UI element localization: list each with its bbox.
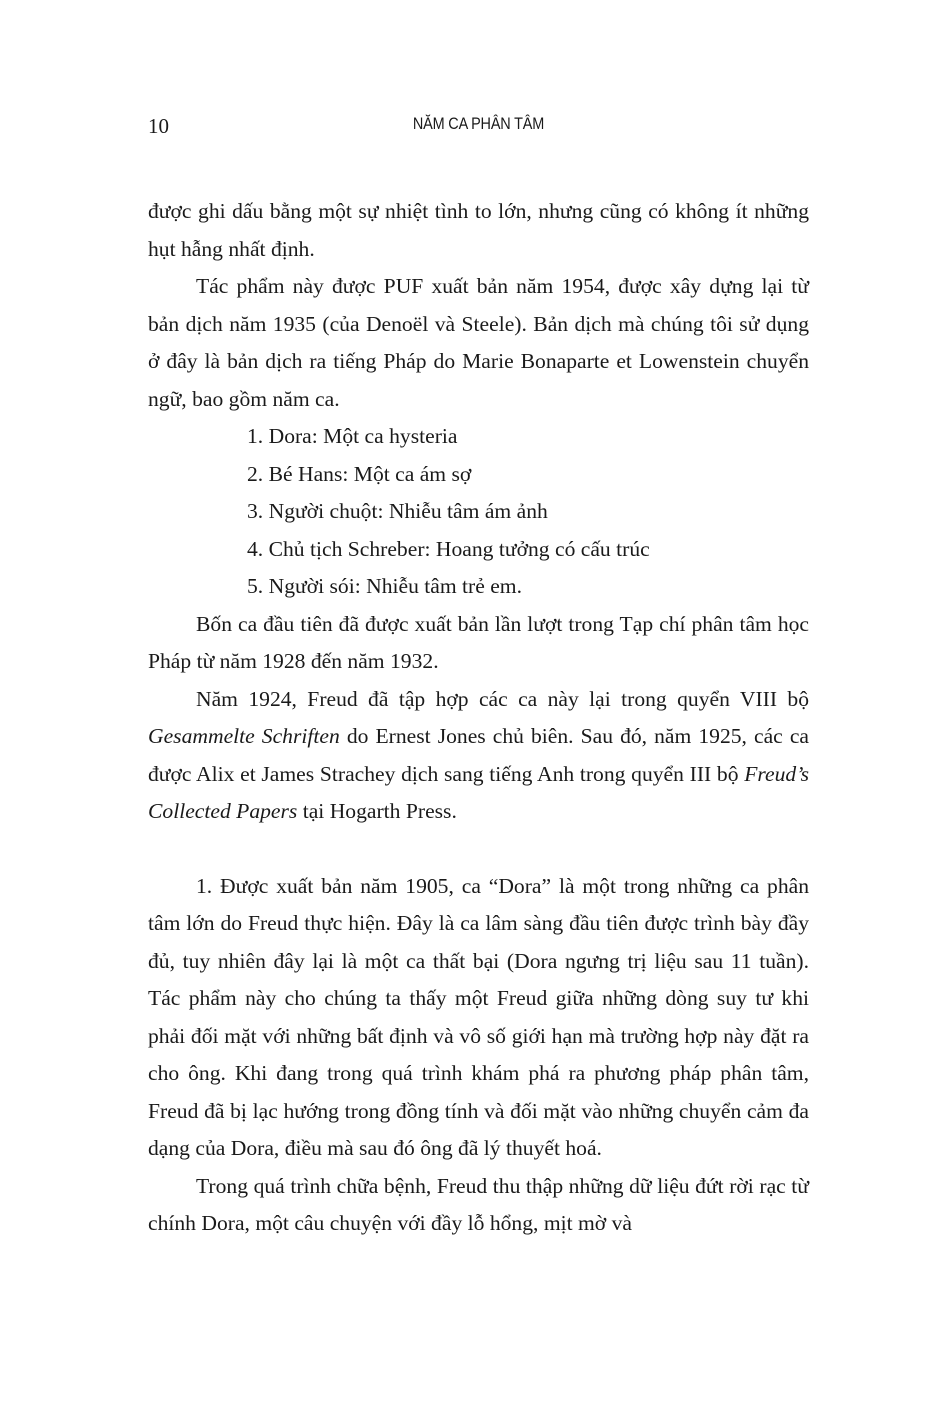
title-gesammelte-schriften: Gesammelte Schriften [148,724,340,748]
paragraph-publication: Bốn ca đầu tiên đã được xuất bản lần lượt trong Tạp chí phân tâm học Pháp từ năm 1928 đến năm 1932. [148,611,809,673]
body-text [148,193,809,1243]
text-run: Năm 1924, Freud đã tập hợp các ca này lại trong quyển VIII bộ [196,686,809,711]
section-gap [148,831,809,868]
case-list-item: 4. Chủ tịch Schreber: Hoang tưởng có cấu trúc [247,536,650,561]
paragraph-dora-treatment: Trong quá trình chữa bệnh, Freud thu thập những dữ liệu đứt rời rạc từ chính Dora, một câu chuyện với đầy lỗ hổng, mịt mờ và [148,1173,809,1235]
paragraph-collected-works [148,681,809,831]
paragraph-continuation: được ghi dấu bằng một sự nhiệt tình to lớn, nhưng cũng có không ít những hụt hẫng nhất định. [148,199,809,261]
case-list-item: 3. Người chuột: Nhiễu tâm ám ảnh [247,499,548,523]
case-list-item: 2. Bé Hans: Một ca ám sợ [247,461,472,486]
title-collected-papers: Freud’s Collected Papers [148,761,809,823]
case-list-item: 1. Dora: Một ca hysteria [247,424,458,448]
case-list-item: 5. Người sói: Nhiễu tâm trẻ em. [247,574,523,598]
paragraph-edition: Tác phẩm này được PUF xuất bản năm 1954, được xây dựng lại từ bản dịch năm 1935 (của Denoël và Steele). Bản dịch mà chúng tôi sử dụng ở đây là bản dịch ra tiếng Pháp do Marie Bonaparte et Lowenstein chuyển ngữ, bao gồm năm ca. [148,274,809,411]
running-title: NĂM CA PHÂN TÂM [412,114,545,133]
paragraph-dora-intro: 1. Được xuất bản năm 1905, ca “Dora” là một trong những ca phân tâm lớn do Freud thực hiện. Đây là ca lâm sàng đầu tiên được trình bày đầy đủ, tuy nhiên đây lại là một ca thất bại (Dora ngưng trị liệu sau 11 tuần). Tác phẩm này cho chúng ta thấy một Freud giữa những dòng suy tư khi phải đối mặt với những bất định và vô số giới hạn mà trường hợp này đặt ra cho ông. Khi đang trong quá trình khám phá ra phương pháp phân tâm, Freud đã bị lạc hướng trong đồng tính và đối mặt vào những chuyển cảm đa dạng của Dora, điều mà sau đó ông đã lý thuyết hoá. [148,873,809,1160]
case-list [148,418,809,606]
running-head [148,114,809,144]
text-run: tại Hogarth Press. [297,799,457,823]
page-number: 10 [148,114,169,138]
text-run: do Ernest Jones chủ biên. Sau đó, năm 1925, các ca được Alix et James Strachey dịch sang tiếng Anh trong quyển III bộ [148,724,809,786]
